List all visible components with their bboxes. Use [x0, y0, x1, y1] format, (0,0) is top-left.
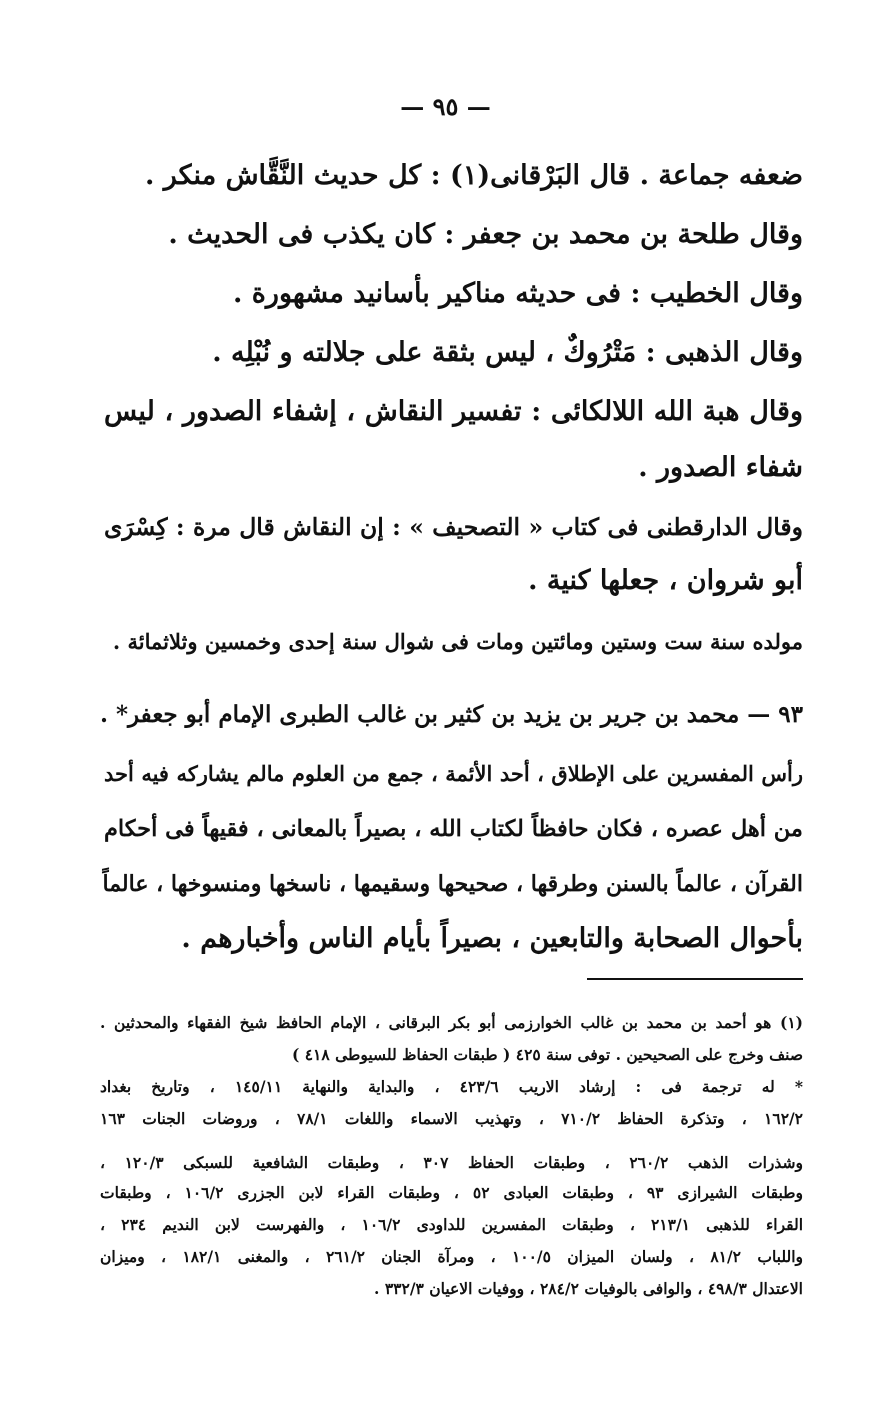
- footnote-line: وطبقات الشيرازى ٩٣ ، وطبقات العبادى ٥٢ ، وطبقات القراء لابن الجزرى ١٠٦/٢ ، وطبقات: [100, 1183, 803, 1202]
- footnote-line: صنف وخرج على الصحيحين . توفى سنة ٤٢٥ ( طبقات الحفاظ للسيوطى ٤١٨ ): [292, 1045, 803, 1064]
- footnote-separator: [587, 978, 803, 980]
- page-number: — ٩٥ —: [400, 92, 491, 121]
- footnote-line: (١) هو أحمد بن محمد بن غالب الخوارزمى أبو بكر البرقانى ، الإمام الحافظ شيخ الفقهاء والمحدثين .: [100, 1013, 803, 1032]
- footnote-line: وشذرات الذهب ٢٦٠/٢ ، وطبقات الحفاظ ٣٠٧ ، وطبقات الشافعية للسبكى ١٢٠/٣ ،: [100, 1153, 804, 1172]
- body-line: وقال هبة الله اللالكائى : تفسير النقاش ، إشفاء الصدور ، ليس: [104, 396, 803, 427]
- body-line: وقال طلحة بن محمد بن جعفر : كان يكذب فى الحديث .: [168, 219, 803, 250]
- body-line: بأحوال الصحابة والتابعين ، بصيراً بأيام الناس وأخبارهم .: [181, 923, 803, 954]
- footnote-line: * له ترجمة فى : إرشاد الاريب ٤٢٣/٦ ، والبداية والنهاية ١٤٥/١١ ، وتاريخ بغداد: [100, 1077, 803, 1096]
- footnote-line: ١٦٢/٢ ، وتذكرة الحفاظ ٧١٠/٢ ، وتهذيب الاسماء واللغات ٧٨/١ ، وروضات الجنات ١٦٣: [100, 1109, 804, 1128]
- footnote-line: الاعتدال ٤٩٨/٣ ، والوافى بالوفيات ٢٨٤/٢ ، ووفيات الاعيان ٣٣٢/٣ .: [374, 1279, 803, 1298]
- body-line: القرآن ، عالماً بالسنن وطرقها ، صحيحها وسقيمها ، ناسخها ومنسوخها ، عالماً: [102, 871, 803, 897]
- body-line: أبو شروان ، جعلها كنية .: [528, 565, 803, 596]
- body-line: وقال الخطيب : فى حديثه مناكير بأسانيد مشهورة .: [232, 278, 803, 309]
- body-line: ضعفه جماعة . قال البَرْقانى(١) : كل حديث النَّقَّاش منكر .: [144, 160, 803, 191]
- body-line: رأس المفسرين على الإطلاق ، أحد الأئمة ، جمع من العلوم مالم يشاركه فيه أحد: [104, 761, 803, 786]
- footnote-line: واللباب ٨١/٢ ، ولسان الميزان ١٠٠/٥ ، ومرآة الجنان ٢٦١/٢ ، والمغنى ١٨٢/١ ، وميزان: [100, 1247, 803, 1266]
- body-line: مولده سنة ست وستين ومائتين ومات فى شوال سنة إحدى وخمسين وثلاثمائة .: [112, 629, 803, 654]
- body-line: وقال الذهبى : مَتْرُوكٌ ، ليس بثقة على جلالته و نُبْلِه .: [212, 337, 803, 368]
- body-line: شفاء الصدور .: [638, 452, 803, 483]
- body-line: وقال الدارقطنى فى كتاب « التصحيف » : إن النقاش قال مرة : كِسْرَى: [104, 513, 803, 541]
- body-line: من أهل عصره ، فكان حافظاً لكتاب الله ، بصيراً بالمعانى ، فقيهاً فى أحكام: [103, 816, 803, 842]
- footnote-line: القراء للذهبى ٢١٣/١ ، وطبقات المفسرين للداودى ١٠٦/٢ ، والفهرست لابن النديم ٢٣٤ ،: [100, 1215, 804, 1234]
- entry-heading: ٩٣ — محمد بن جرير بن يزيد بن كثير بن غالب الطبرى الإمام أبو جعفر* .: [99, 701, 803, 728]
